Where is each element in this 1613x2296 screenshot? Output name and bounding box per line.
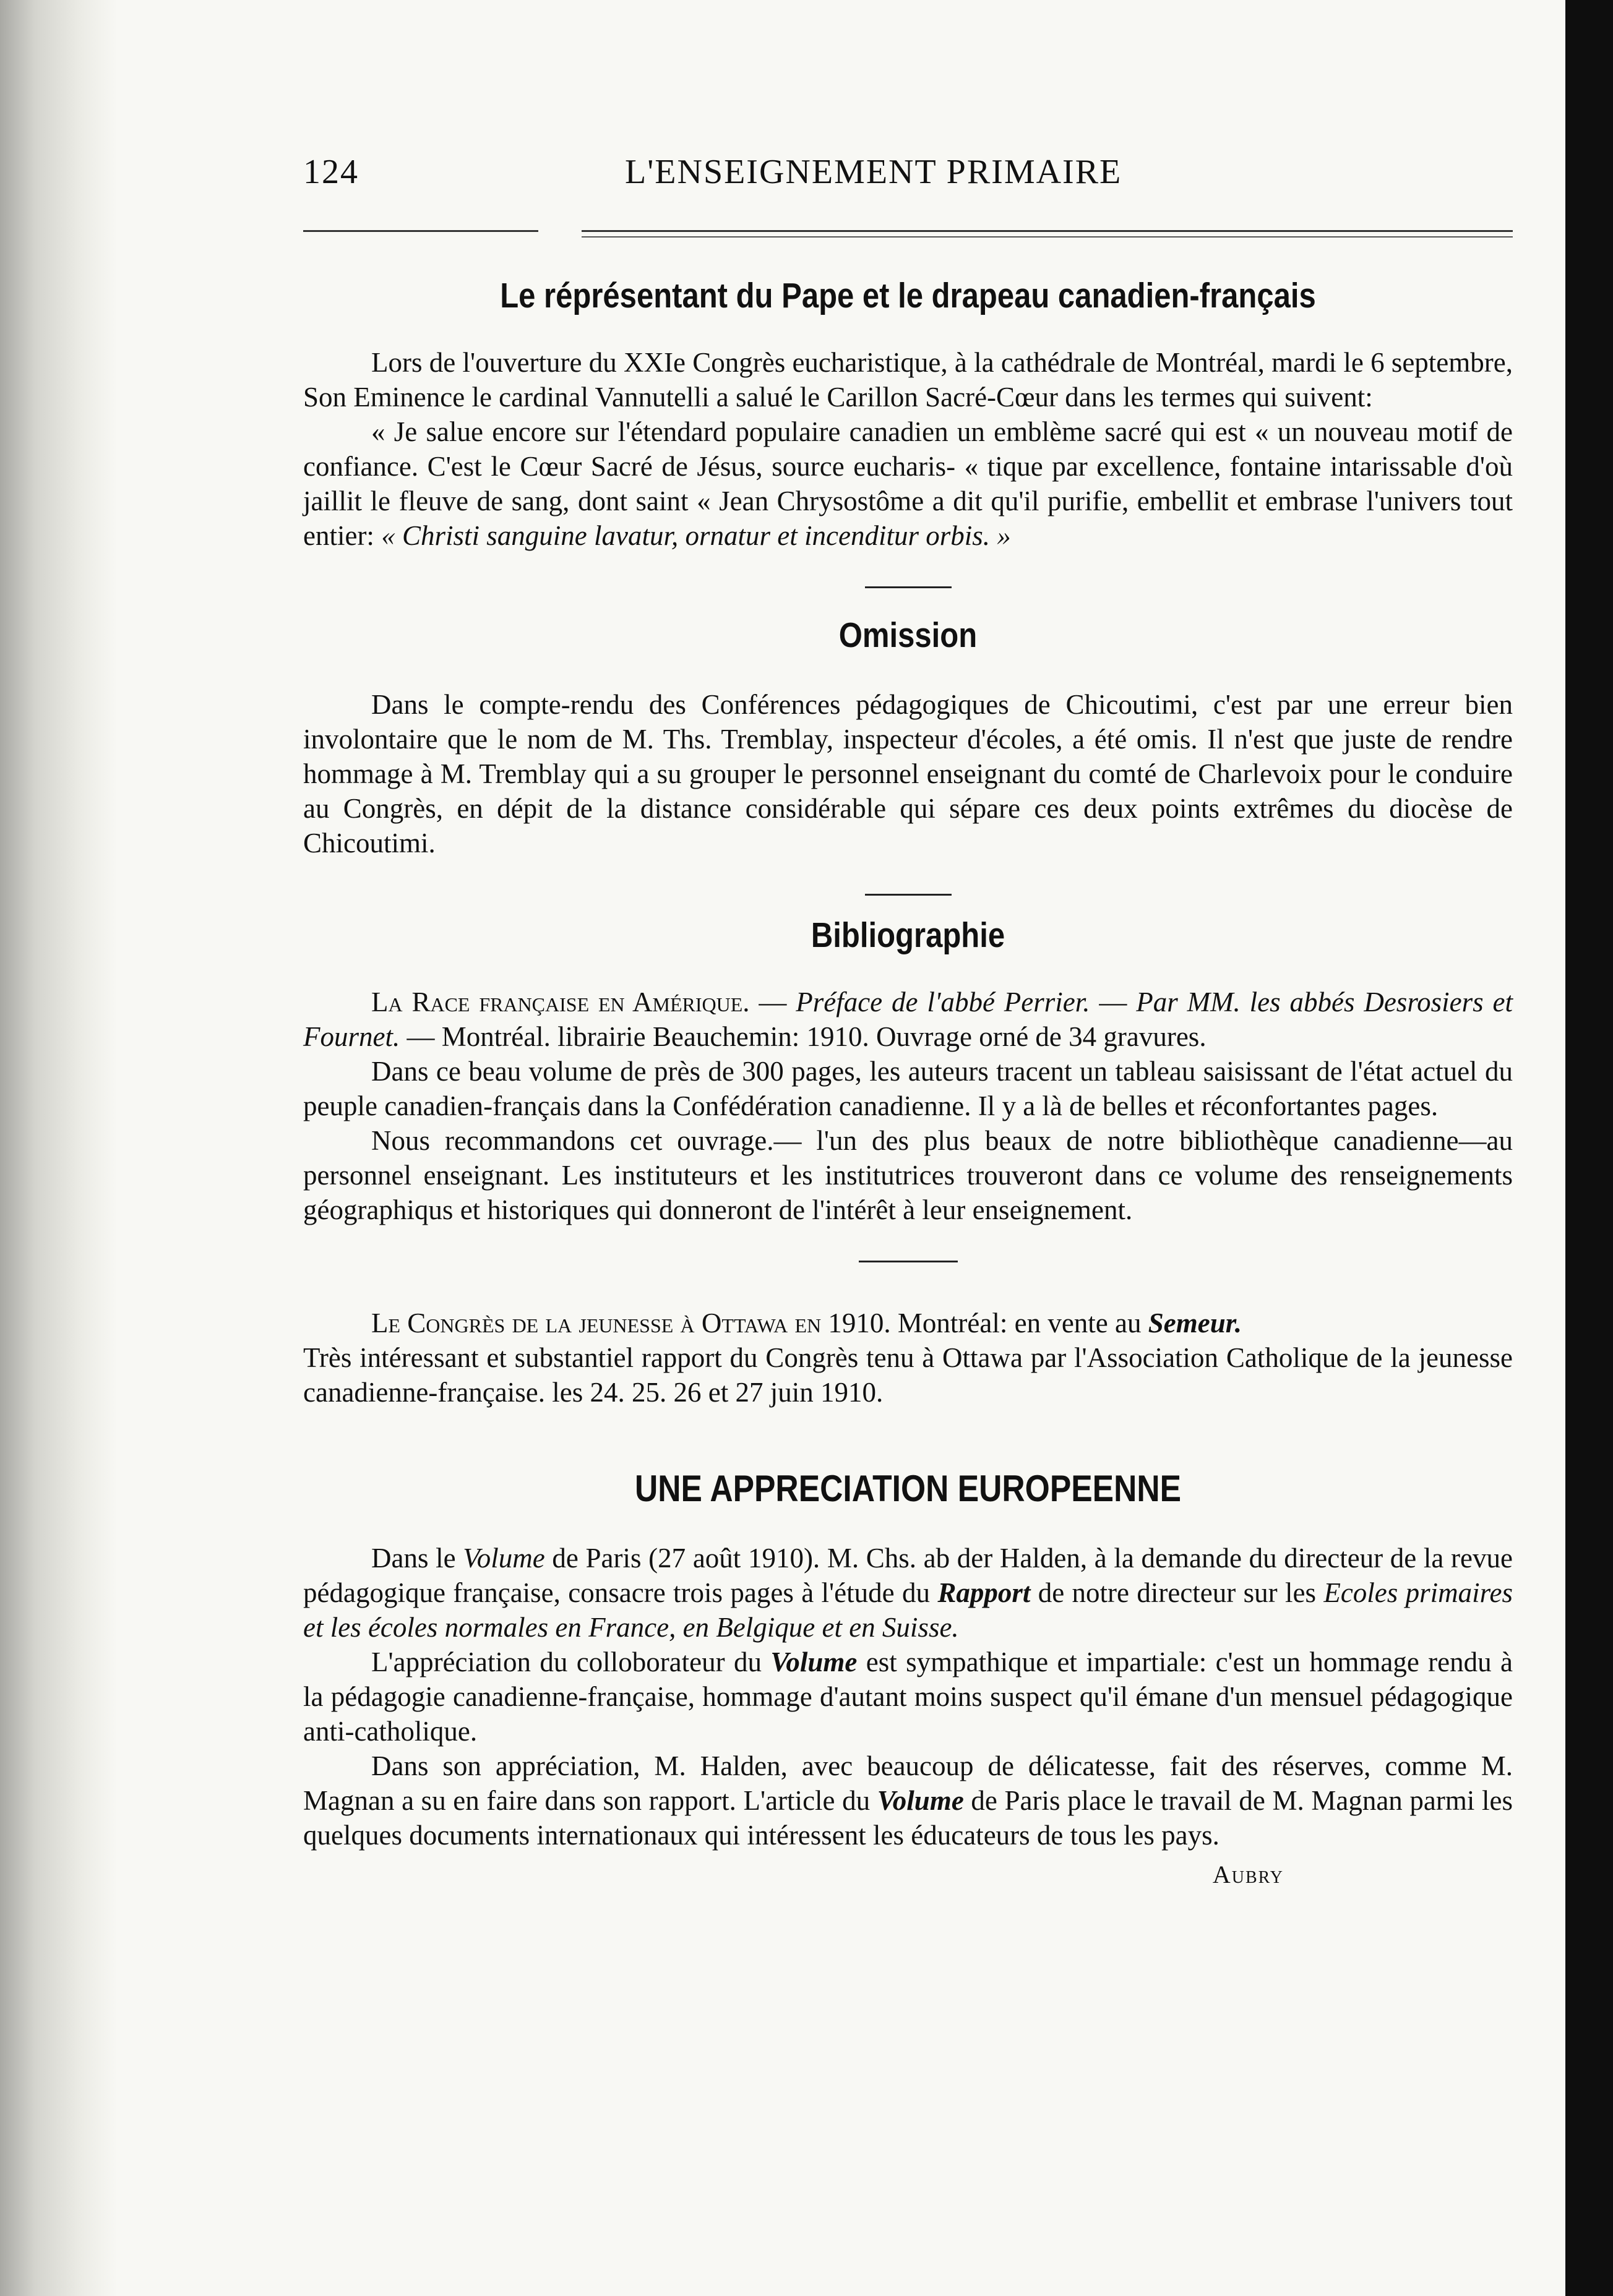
book1-authors: Par MM. les abbés Desrosiers et Fournet. <box>303 987 1513 1052</box>
rapport-italic: Rapport <box>937 1577 1031 1608</box>
book2-title: Le Congrès de la jeunesse à Ottawa en 1910. <box>371 1308 891 1339</box>
book1-title: La Race française en Amérique. <box>371 987 750 1017</box>
book2-semeur: Semeur. <box>1148 1308 1242 1339</box>
page-content <box>303 260 1513 1892</box>
book1-publisher: — Montréal. librairie Beauchemin: 1910. Ouvrage orné de 34 gravures. <box>400 1021 1207 1052</box>
section-title-appreciation: UNE APPRECIATION EUROPEENNE <box>634 1468 1182 1509</box>
text: L'appréciation du colloborateur du <box>371 1647 771 1677</box>
header-rule-right <box>582 230 1513 232</box>
page-number: 124 <box>303 153 359 191</box>
quote-latin: « Christi sanguine lavatur, ornatur et incenditur orbis. » <box>381 520 1011 551</box>
section-separator <box>865 894 952 896</box>
section-title-omission: Omission <box>838 615 978 655</box>
paragraph-book1-description: Dans ce beau volume de près de 300 pages, les auteurs tracent un tableau saisissant de l'état actuel du peuple canadien-français dans la Confédération canadienne. Il y a là de belles et réconfortantes pages. <box>303 1056 1513 1121</box>
text: Dans son appréciation, M. Halden, avec beaucoup de délicatesse, fait des réserves, comme M. Magnan a su en faire dans son rapport. L'article du <box>303 1750 1513 1816</box>
section-title-bibliographie: Bibliographie <box>811 915 1005 955</box>
paragraph-intro: Lors de l'ouverture du XXIe Congrès eucharistique, à la cathédrale de Montréal, mardi le 6 septembre, Son Eminence le cardinal Vannutelli a salué le Carillon Sacré-Cœur dans les termes qui suivent: <box>303 347 1513 413</box>
paragraph-quote <box>303 414 1513 553</box>
dash: — <box>749 987 796 1017</box>
paragraph-book2 <box>303 1306 1513 1340</box>
text: Dans le <box>371 1543 463 1574</box>
volume-italic: Volume <box>877 1785 964 1816</box>
page-binding-shadow <box>0 0 118 2296</box>
ecoles-italic: Ecoles primaires et les écoles normales en France, en Belgique et en Suisse. <box>303 1577 1513 1643</box>
text: est sympathique et impartiale: c'est un hommage rendu à la pédagogie canadienne-française, hommage d'autant moins suspect qu'il émane d'un mensuel pédagogique anti-catholique. <box>303 1647 1513 1747</box>
text: de notre directeur sur les <box>1030 1577 1324 1608</box>
section-title-pape: Le réprésentant du Pape et le drapeau canadien-français <box>500 276 1316 315</box>
section-separator <box>865 586 952 588</box>
paragraph-appreciation-3 <box>303 1749 1513 1853</box>
signature: Aubry <box>1212 1861 1284 1888</box>
paragraph-appreciation-2 <box>303 1645 1513 1749</box>
dash: — <box>1090 987 1137 1017</box>
page-header <box>303 148 1225 198</box>
running-title: L'ENSEIGNEMENT PRIMAIRE <box>625 153 1122 191</box>
volume-italic: Volume <box>770 1647 858 1677</box>
scan-dark-edge <box>1565 0 1613 2296</box>
spacer <box>303 1262 1513 1306</box>
header-rule-double <box>582 236 1513 238</box>
text: de Paris place le travail de M. Magnan parmi les quelques documents internationaux qui intéressent les éducateurs de tous les pays. <box>303 1785 1513 1851</box>
paragraph-book1 <box>303 985 1513 1054</box>
quote-text: « Je salue encore sur l'étendard populaire canadien un emblème sacré qui est « un nouveau motif de confiance. C'est le Cœur Sacré de Jésus, source eucharis- « tique par excellence, fontaine intarissable d'où jaillit le fleuve de sang, dont saint « Jean Chrysostôme a dit qu'il purifie, embellit et embrase l'univers tout entier: <box>303 416 1513 551</box>
paragraph-appreciation-1 <box>303 1541 1513 1645</box>
paragraph-book1-recommendation: Nous recommandons cet ouvrage.— l'un des plus beaux de notre bibliothèque canadienne—au personnel enseignant. Les instituteurs et les institutrices trouveront dans ce volume des renseignements géographiqus et historiques qui donneront de l'intérêt à leur enseignement. <box>303 1125 1513 1225</box>
book2-publisher: Montréal: en vente au <box>890 1308 1148 1339</box>
book1-preface: Préface de l'abbé Perrier. <box>796 987 1090 1017</box>
volume-italic: Volume <box>463 1543 545 1574</box>
paragraph-book2-description: Très intéressant et substantiel rapport du Congrès tenu à Ottawa par l'Association Catholique de la jeunesse canadienne-française. les 24. 25. 26 et 27 juin 1910. <box>303 1342 1513 1408</box>
text: de Paris (27 août 1910). M. Chs. ab der Halden, à la demande du directeur de la revue pédagogique française, consacre trois pages à l'étude du <box>303 1543 1513 1608</box>
paragraph-omission: Dans le compte-rendu des Conférences pédagogiques de Chicoutimi, c'est par une erreur bien involontaire que le nom de M. Ths. Tremblay, inspecteur d'écoles, a été omis. Il n'est que juste de rendre hommage à M. Tremblay qui a su grouper le personnel enseignant du comté de Charlevoix pour le conduire au Congrès, en dépit de la distance considérable qui sépare ces deux points extrêmes du diocèse de Chicoutimi. <box>303 689 1513 859</box>
header-rule-left <box>303 230 538 232</box>
